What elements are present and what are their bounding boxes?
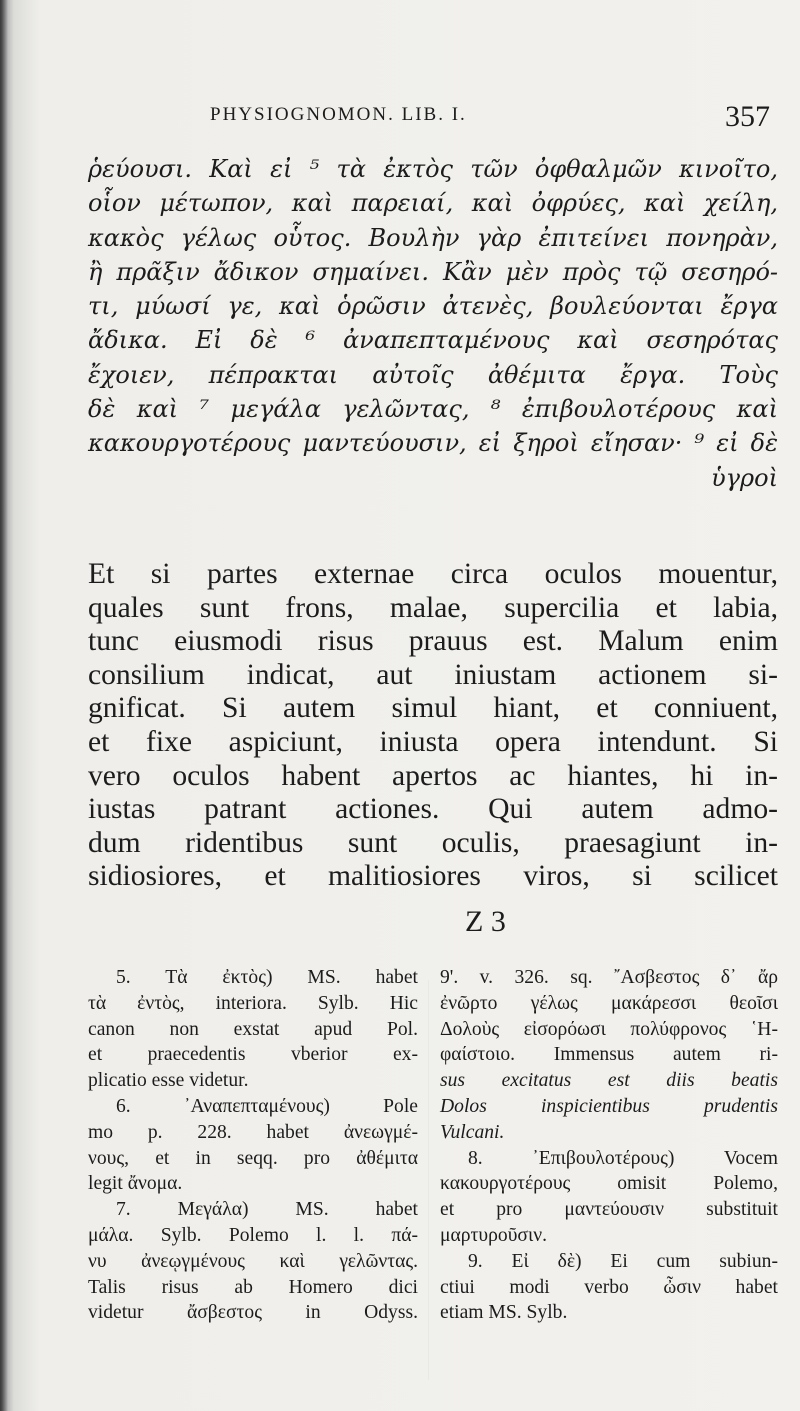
greek-line: ἔχοιεν, πέπρακται αὐτοῖς ἀθέμιτα ἔργα. Τοὺς: [88, 360, 778, 389]
footnote-line: videtur ἄσβεστος in Odyss.: [88, 1302, 418, 1324]
greek-line: κακὸς γέλως οὗτος. Βουλὴν γὰρ ἐπιτείνει πονηρὰν,: [88, 223, 778, 252]
greek-line: δὲ καὶ ⁷ μεγάλα γελῶντας, ⁸ ἐπιβουλοτέρους καὶ: [88, 395, 778, 424]
footnote-line: etiam MS. Sylb.: [440, 1302, 568, 1324]
footnote-line: 9'. v. 326. sq. ῎Ασβεστος δ᾽ ἄρ: [440, 967, 778, 988]
footnote-line: 6. ᾿Αναπεπταμένους) Pole: [116, 1095, 418, 1117]
page-number: 357: [725, 100, 770, 133]
footnote-line: τὰ ἐντὸς, interiora. Sylb. Hic: [88, 992, 418, 1014]
latin-line: quales sunt frons, malae, supercilia et labia,: [88, 591, 778, 624]
footnote-line: Dolos inspicientibus prudentis: [440, 1095, 778, 1117]
greek-line: ῥεύουσι. Καὶ εἰ ⁵ τὰ ἐκτὸς τῶν ὀφθαλμῶν κινοῖτο,: [88, 155, 778, 183]
footnote-line: φαίστοιο. Immensus autem ri-: [440, 1044, 778, 1066]
footnote-line: plicatio esse videtur.: [88, 1070, 249, 1092]
footnote-line: 9. Εἰ δὲ) Ei cum subiun-: [468, 1250, 778, 1272]
footnote-line: sus excitatus est diis beatis: [440, 1070, 778, 1092]
signature-mark: Z 3: [465, 905, 506, 938]
footnotes-left-column: [88, 965, 418, 1326]
footnote-line: νους, et in seqq. pro ἀθέμιτα: [88, 1147, 418, 1169]
greek-line: ἄδικα. Εἰ δὲ ⁶ ἀναπεπταμένους καὶ σεσηρότας: [88, 326, 778, 355]
greek-line: οἷον μέτωπον, καὶ παρειαί, καὶ ὀφρύες, καὶ χείλη,: [88, 189, 778, 218]
footnote-line: Talis risus ab Homero dici: [88, 1276, 418, 1298]
footnote-line: Δολοὺς εἰσορόωσι πολύφρονος ῾Η-: [440, 1018, 778, 1040]
greek-text-block: [88, 152, 778, 495]
footnote-line: legit ἄνομα.: [88, 1173, 183, 1195]
footnote-line: mo p. 228. habet ἀνεωγμέ-: [88, 1121, 418, 1143]
footnote-line: κακουργοτέρους omisit Polemo,: [440, 1173, 778, 1195]
page-header: [210, 100, 770, 140]
catchword: ὑγροὶ: [711, 463, 778, 492]
footnote-line: μαρτυροῦσιν.: [440, 1224, 547, 1246]
latin-line: consilium indicat, aut iniustam actionem si-: [88, 658, 778, 691]
footnote-line: et praecedentis vberior ex-: [88, 1044, 418, 1066]
footnote-line: 8. ᾿Επιβουλοτέρους) Vocem: [468, 1147, 778, 1169]
latin-line: iustas patrant actiones. Qui autem admo-: [88, 793, 778, 826]
footnotes-right-column: [440, 965, 778, 1326]
footnote-line: 7. Μεγάλα) MS. habet: [116, 1199, 418, 1221]
latin-line: sidiosiores, et malitiosiores viros, si scilicet: [88, 860, 778, 893]
footnote-line: μάλα. Sylb. Polemo l. l. πά-: [88, 1224, 418, 1246]
latin-line: vero oculos habent apertos ac hiantes, hi in-: [88, 759, 778, 792]
latin-line: et fixe aspiciunt, iniusta opera intendunt. Si: [88, 725, 778, 758]
footnote-line: Vulcani.: [440, 1121, 505, 1143]
greek-line: ἢ πρᾶξιν ἄδικον σημαίνει. Κἂν μὲν πρὸς τῷ σεσηρό-: [88, 257, 778, 286]
running-head: PHYSIOGNOMON. LIB. I.: [210, 104, 467, 125]
spine-shadow: [0, 0, 8, 1411]
latin-line: Et si partes externae circa oculos mouentur,: [88, 558, 778, 590]
latin-line: dum ridentibus sunt oculis, praesagiunt in-: [88, 826, 778, 859]
footnote-line: canon non exstat apud Pol.: [88, 1018, 418, 1040]
footnote-line: νυ ἀνεῳγμένους καὶ γελῶντας.: [88, 1250, 418, 1272]
footnote-line: 5. Τὰ ἐκτὸς) MS. habet: [116, 967, 418, 988]
footnote-line: ἐνῶρτο γέλως μακάρεσσι θεοῖσι: [440, 992, 778, 1014]
column-gutter: [428, 980, 429, 1380]
footnote-line: et pro μαντεύουσιν substituit: [440, 1199, 778, 1221]
footnote-line: ctiui modi verbo ὦσιν habet: [440, 1276, 778, 1298]
greek-line: τι, μύωσί γε, καὶ ὁρῶσιν ἀτενὲς, βουλεύονται ἔργα: [88, 292, 778, 321]
latin-line: gnificat. Si autem simul hiant, et conniuent,: [88, 692, 778, 725]
latin-translation-block: [88, 558, 778, 894]
greek-line: κακουργοτέρους μαντεύουσιν, εἰ ξηροὶ εἴησαν· ⁹ εἰ δὲ: [88, 429, 778, 458]
latin-line: tunc eiusmodi risus prauus est. Malum enim: [88, 625, 778, 658]
